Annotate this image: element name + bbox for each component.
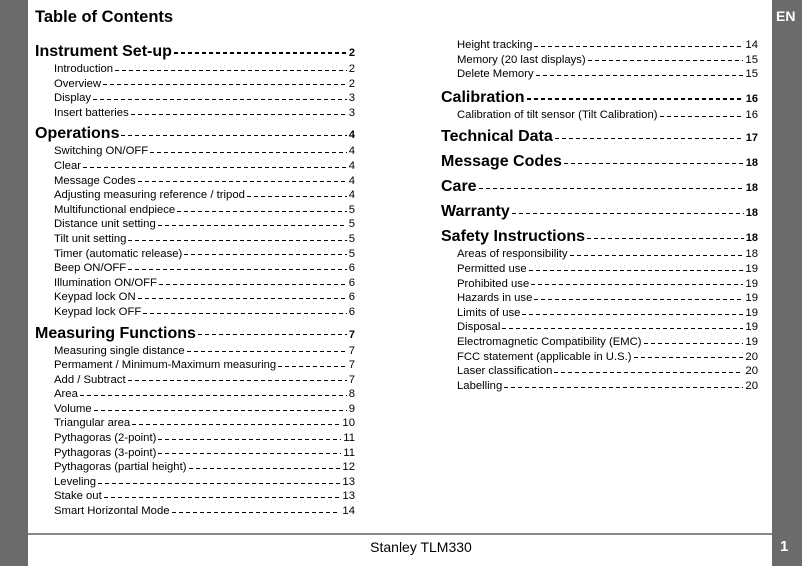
entry-page: 20 [745,350,758,363]
entry-label: Switching ON/OFF [54,145,149,158]
entry-label: Clear [54,159,81,172]
toc-entry[interactable] [35,416,355,431]
dot-leader [83,167,347,168]
entry-page: 18 [745,248,758,261]
entry-label: Display [54,92,92,105]
entry-label: Measuring single distance [54,344,185,357]
entry-label: Timer (automatic release) [54,247,183,260]
language-tab: EN [776,8,796,24]
dot-leader [189,468,341,469]
entry-label: Pythagoras (3-point) [54,446,157,459]
toc-entry[interactable] [35,62,355,77]
entry-page: 14 [745,39,758,51]
entry-page: 4 [348,189,355,202]
entry-page: 2 [348,77,355,90]
entry-label: Keypad lock ON [54,291,136,304]
toc-entry[interactable] [35,475,355,490]
entry-label: Disposal [457,321,501,334]
toc-entry[interactable] [35,188,355,203]
dot-leader [644,343,744,344]
dot-leader [198,334,347,336]
entry-page: 14 [342,505,355,518]
entry-label: Limits of use [457,306,521,319]
entry-page: 19 [745,306,758,319]
dot-leader [187,351,347,352]
toc-entry[interactable] [35,290,355,305]
toc-entry[interactable] [441,67,758,82]
entry-page: 13 [342,490,355,503]
entry-label: Measuring Functions [35,324,196,342]
toc-entry[interactable] [441,291,758,306]
toc-right-column [441,38,758,393]
entry-page: 12 [342,461,355,474]
entry-page: 19 [745,335,758,348]
dot-leader [93,99,347,100]
dot-leader [143,313,346,314]
toc-left-column [35,38,355,519]
entry-page: 7 [348,344,355,357]
entry-page: 4 [348,129,355,142]
entry-page: 9 [348,402,355,415]
dot-leader [587,238,744,240]
dot-leader [131,114,347,115]
entry-label: Prohibited use [457,277,530,290]
entry-page: 7 [348,373,355,386]
toc-entry[interactable] [441,53,758,68]
dot-leader [103,84,347,85]
toc-entry[interactable] [441,38,758,53]
entry-label: Warranty [441,203,510,221]
toc-section [441,177,758,197]
entry-label: Operations [35,125,120,143]
entry-label: Care [441,178,477,196]
entry-label: Calibration of tilt sensor (Tilt Calibration) [457,108,658,121]
toc-heading[interactable] [35,42,355,62]
dot-leader [121,135,346,137]
toc-entry[interactable] [35,344,355,359]
entry-page: 15 [745,68,758,81]
entry-page: 5 [348,232,355,245]
dot-leader [634,357,744,358]
toc-entry[interactable] [35,489,355,504]
dot-leader [159,284,347,285]
entry-label: Technical Data [441,128,553,146]
toc-entry[interactable] [35,261,355,276]
entry-label: Smart Horizontal Mode [54,505,170,518]
entry-label: Add / Subtract [54,373,126,386]
entry-label: Safety Instructions [441,228,586,246]
dot-leader [527,98,744,100]
entry-page: 5 [348,247,355,260]
toc-heading[interactable] [35,324,355,344]
entry-label: Distance unit setting [54,218,156,231]
toc-entry[interactable] [35,373,355,388]
dot-leader [158,453,341,454]
toc-entry[interactable] [441,306,758,321]
dot-leader [534,46,743,47]
toc-entry[interactable] [441,379,758,394]
dot-leader [529,270,744,271]
entry-label: Introduction [54,63,114,75]
dot-leader [531,284,743,285]
page-number: 1 [780,538,789,555]
entry-label: Pythagoras (partial height) [54,461,187,474]
dot-leader [177,211,346,212]
toc-section [35,324,355,519]
footer-divider [28,533,772,535]
toc-entry[interactable] [441,335,758,350]
entry-page: 8 [348,388,355,401]
toc-entry[interactable] [35,159,355,174]
toc-entry[interactable] [441,247,758,262]
toc-section [441,88,758,123]
toc-entry[interactable] [441,277,758,292]
toc-entry[interactable] [35,402,355,417]
toc-entry[interactable] [35,144,355,159]
dot-leader [479,188,744,190]
entry-label: Pythagoras (2-point) [54,432,157,445]
toc-entry[interactable] [35,431,355,446]
dot-leader [128,380,347,381]
dot-leader [247,196,347,197]
toc-heading[interactable] [35,124,355,144]
toc-entry[interactable] [35,106,355,121]
toc-section [35,42,355,120]
dot-leader [660,116,744,117]
toc-heading[interactable] [441,152,758,172]
entry-label: Adjusting measuring reference / tripod [54,189,245,202]
dot-leader [158,439,341,440]
entry-page: 11 [343,432,355,445]
toc-entry[interactable] [35,91,355,106]
entry-page: 15 [745,53,758,66]
entry-label: Memory (20 last displays) [457,53,586,66]
toc-section [441,202,758,222]
entry-page: 10 [342,417,355,430]
entry-label: Message Codes [441,153,562,171]
dot-leader [94,410,347,411]
dot-leader [115,70,347,71]
entry-page: 4 [348,174,355,187]
entry-page: 18 [745,207,758,220]
toc-entry[interactable] [35,387,355,402]
dot-leader [138,298,347,299]
toc-heading[interactable] [441,227,758,247]
entry-label: Overview [54,77,102,90]
toc-section [441,152,758,172]
entry-page: 16 [745,108,758,121]
dot-leader [504,387,743,388]
toc-entry[interactable] [35,460,355,475]
toc-heading[interactable] [441,177,758,197]
entry-page: 13 [342,475,355,488]
dot-leader [588,60,744,61]
entry-page: 19 [745,277,758,290]
entry-label: Permitted use [457,262,527,275]
entry-page: 20 [745,365,758,378]
dot-leader [522,314,743,315]
dot-leader [554,372,743,373]
entry-page: 18 [745,157,758,170]
entry-page: 18 [745,232,758,245]
entry-page: 19 [745,262,758,275]
dot-leader [98,483,340,484]
entry-page: 2 [348,63,355,75]
toc-section [35,124,355,319]
toc-entry[interactable] [35,217,355,232]
entry-page: 16 [745,92,758,105]
toc-heading[interactable] [441,88,758,108]
entry-label: Beep ON/OFF [54,262,127,275]
entry-page: 19 [745,321,758,334]
entry-label: Illumination ON/OFF [54,276,157,289]
toc-heading[interactable] [441,127,758,147]
entry-page: 4 [348,159,355,172]
dot-leader [570,255,744,256]
entry-page: 3 [348,106,355,119]
entry-page: 17 [745,132,758,145]
entry-label: Volume [54,402,92,415]
entry-label: Insert batteries [54,106,129,119]
entry-label: Permament / Minimum-Maximum measuring [54,359,277,372]
entry-page: 6 [348,262,355,275]
entry-label: Labelling [457,379,503,392]
dot-leader [512,213,744,215]
entry-page: 7 [348,328,355,341]
entry-page: 2 [348,47,355,59]
toc-entry[interactable] [441,262,758,277]
footer-product: Stanley TLM330 [370,539,472,555]
toc-entry[interactable] [35,305,355,320]
entry-label: Electromagnetic Compatibility (EMC) [457,335,642,348]
dot-leader [138,181,347,182]
page-title: Table of Contents [35,8,174,26]
dot-leader [564,163,744,165]
toc-entry[interactable] [35,276,355,291]
dot-leader [104,497,341,498]
entry-label: FCC statement (applicable in U.S.) [457,350,632,363]
dot-leader [150,152,347,153]
dot-leader [80,395,347,396]
entry-label: Area [54,388,78,401]
entry-page: 3 [348,92,355,105]
dot-leader [172,512,341,513]
dot-leader [278,366,346,367]
right-margin-bar [772,0,802,566]
entry-page: 11 [343,446,355,459]
dot-leader [132,424,340,425]
toc-entry[interactable] [35,358,355,373]
toc-section [441,127,758,147]
toc-entry[interactable] [35,446,355,461]
entry-label: Message Codes [54,174,136,187]
entry-page: 6 [348,291,355,304]
toc-entry[interactable] [35,174,355,189]
entry-label: Laser classification [457,365,553,378]
dot-leader [536,75,744,76]
entry-page: 6 [348,305,355,318]
toc-section [441,227,758,393]
entry-label: Keypad lock OFF [54,305,142,318]
entry-label: Leveling [54,475,97,488]
entry-page: 5 [348,218,355,231]
dot-leader [555,138,744,140]
entry-label: Triangular area [54,417,131,430]
entry-label: Calibration [441,88,525,106]
toc-entry[interactable] [35,504,355,519]
toc-entry[interactable] [441,320,758,335]
toc-entry[interactable] [35,203,355,218]
dot-leader [158,225,347,226]
entry-page: 19 [745,292,758,305]
entry-label: Delete Memory [457,68,534,81]
toc-entry[interactable] [441,364,758,379]
toc-entry[interactable] [441,108,758,123]
toc-entry[interactable] [35,77,355,92]
entry-page: 4 [348,145,355,158]
dot-leader [174,52,347,54]
entry-label: Height tracking [457,39,533,51]
entry-label: Tilt unit setting [54,232,127,245]
entry-page: 7 [348,359,355,372]
left-margin-bar [0,0,28,566]
entry-page: 5 [348,203,355,216]
toc-heading[interactable] [441,202,758,222]
dot-leader [534,299,743,300]
toc-entry[interactable] [441,350,758,365]
toc-entry[interactable] [35,247,355,262]
entry-page: 20 [745,379,758,392]
entry-label: Hazards in use [457,292,533,305]
toc-entry[interactable] [35,232,355,247]
dot-leader [184,254,346,255]
dot-leader [502,328,743,329]
dot-leader [128,240,346,241]
dot-leader [128,269,347,270]
entry-label: Areas of responsibility [457,248,568,261]
entry-page: 6 [348,276,355,289]
entry-label: Multifunctional endpiece [54,203,176,216]
entry-label: Stake out [54,490,102,503]
entry-page: 18 [745,182,758,195]
entry-label: Instrument Set-up [35,43,172,60]
